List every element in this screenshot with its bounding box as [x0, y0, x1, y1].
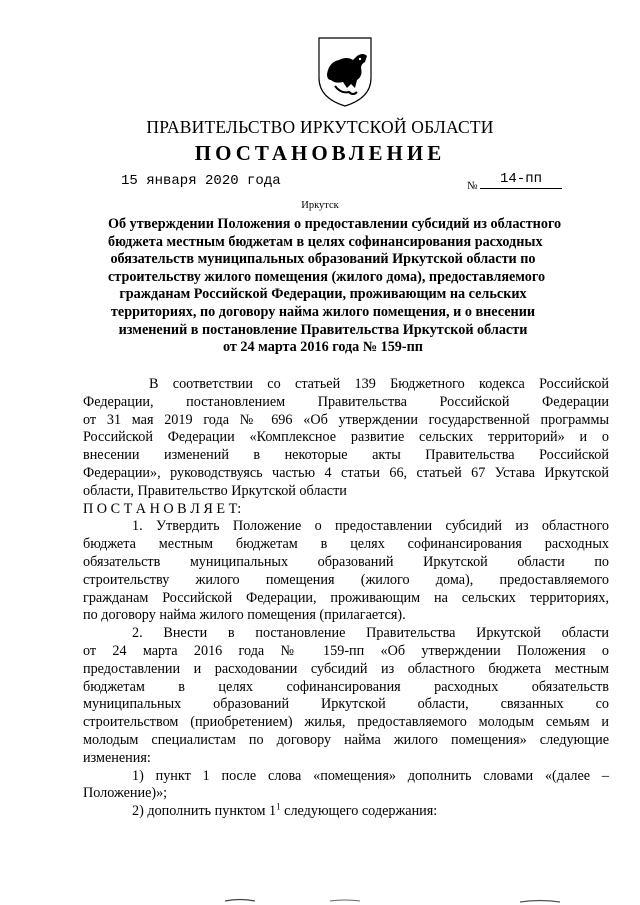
irkutsk-coat-of-arms-icon — [313, 34, 377, 108]
item-1-line: 1. Утвердить Положение о предоставлении субсидий из областного — [132, 518, 609, 535]
preamble-line: Российской Федерации «Комплексное развитие сельских территорий» и о — [83, 429, 609, 446]
item-2-line: муниципальных образований Иркутской области, связанных со — [83, 696, 609, 713]
item-1-line: обязательств муниципальных образований Иркутской области по — [83, 553, 609, 570]
title-line: Об утверждении Положения о предоставлении субсидий из областного — [108, 216, 562, 232]
preamble-line: Федерации, постановлением Правительства Российской Федерации — [83, 393, 609, 410]
item-2-line: молодым специалистам по договору найма жилого помещения» следующие — [83, 731, 609, 748]
document-city: Иркутск — [301, 200, 339, 211]
number-label: № — [467, 180, 478, 192]
item-2-line: предоставлении и расходовании субсидий из областного бюджета местным — [83, 660, 609, 677]
scan-artifacts — [0, 896, 640, 905]
subitem-2-line — [83, 803, 609, 821]
subitem-2-text: 2) дополнить пунктом 1 — [132, 803, 277, 820]
subitem-2-text-end: следующего содержания: — [280, 803, 438, 820]
subitem-1-line: Положение)»; — [83, 785, 168, 802]
item-1-line: строительству жилого помещения (жилого дома), предоставляемого — [83, 571, 609, 588]
document-type: ПОСТАНОВЛЕНИЕ — [194, 141, 446, 165]
item-2-line: строительством (приобретением) жилья, предоставляемого молодым семьям и — [83, 714, 609, 731]
preamble-line: от 31 мая 2019 года № 696 «Об утверждении государственной программы — [83, 411, 609, 428]
title-line: от 24 марта 2016 года № 159-пп — [223, 339, 423, 356]
preamble-line: В соответствии со статьей 139 Бюджетного кодекса Российской — [149, 376, 609, 392]
item-1-line: по договору найма жилого помещения (прилагается). — [83, 607, 406, 624]
title-line: обязательств муниципальных образований Иркутской области по — [110, 251, 536, 268]
title-line: территориях, по договору найма жилого помещения, и о внесении — [110, 303, 536, 320]
subitem-1-line: 1) пункт 1 после слова «помещения» дополнить словами «(далее – — [132, 767, 609, 784]
item-1-line: бюджета местным бюджетам в целях софинансирования расходных — [83, 536, 609, 553]
preamble-line: Федерации», руководствуясь частью 4 статьи 66, статьей 67 Устава Иркутской — [83, 464, 609, 481]
item-2-line: от 24 марта 2016 года № 159-пп «Об утверждении Положения о — [83, 642, 609, 659]
document-body — [83, 376, 609, 821]
preamble-line: внесении изменений в некоторые акты Правительства Российской — [83, 447, 609, 464]
item-2-line: бюджетам в целях софинансирования расходных обязательств — [83, 678, 609, 695]
document-title — [108, 216, 562, 357]
item-2-line: 2. Внести в постановление Правительства Иркутской области — [132, 625, 609, 642]
item-1-line: гражданам Российской Федерации, проживающим на сельских территориях, — [83, 589, 609, 606]
document-date: 15 января 2020 года — [121, 173, 281, 189]
document-number: 14-пп — [480, 171, 562, 189]
title-line: изменений в постановление Правительства Иркутской области — [118, 321, 528, 338]
item-2-line: изменения: — [83, 749, 151, 766]
title-line: гражданам Российской Федерации, проживающим на сельских — [119, 286, 527, 303]
title-line: строительству жилого помещения (жилого дома), предоставляемого — [108, 268, 546, 285]
government-name: ПРАВИТЕЛЬСТВО ИРКУТСКОЙ ОБЛАСТИ — [146, 117, 494, 137]
subitem-2-superscript: 1 — [276, 801, 281, 812]
resolves-heading: П О С Т А Н О В Л Я Е Т: — [83, 500, 242, 517]
title-line: бюджета местным бюджетам в целях софинансирования расходных — [108, 233, 543, 250]
preamble-line: области, Правительство Иркутской области — [83, 482, 347, 499]
